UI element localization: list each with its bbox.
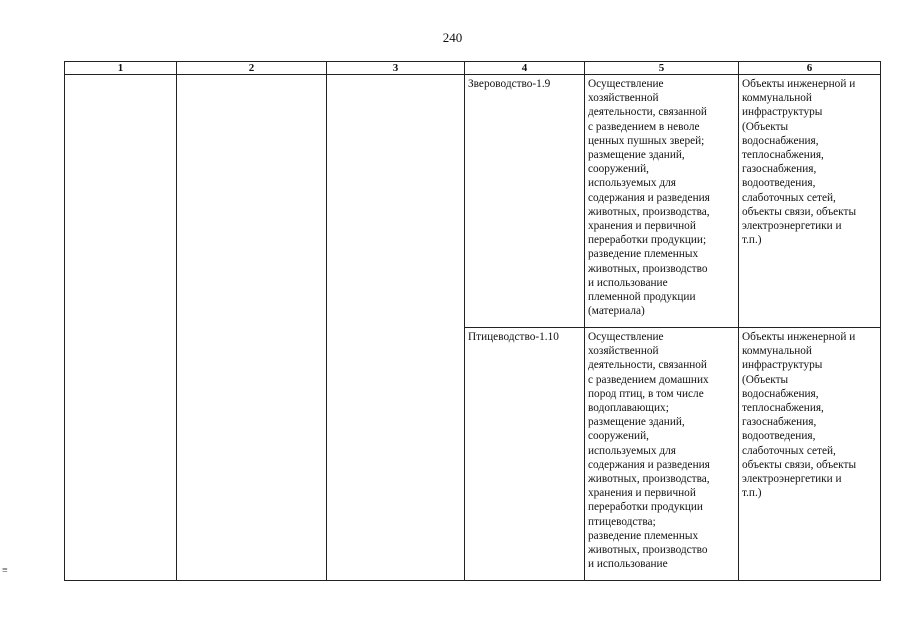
column-header-2: 2	[177, 62, 327, 75]
page-number: 240	[442, 30, 463, 45]
column-header-5: 5	[585, 62, 739, 75]
land-use-name-cell: Птицеводство-1.10	[465, 328, 585, 581]
column-header-6: 6	[739, 62, 881, 75]
table-header-row	[65, 62, 881, 75]
empty-cell-col-1	[65, 75, 177, 581]
empty-cell-col-3	[327, 75, 465, 581]
permitted-objects-cell: Объекты инженерной и коммунальной инфраструктуры (Объекты водоснабжения, теплоснабжения, газоснабжения, водоотведения, слаботочных сетей, объекты связи, объекты электроэнергетики и т.п.)	[739, 75, 881, 328]
column-header-4: 4	[465, 62, 585, 75]
zoning-table	[64, 61, 881, 581]
land-use-description-cell: Осуществление хозяйственной деятельности, связанной с разведением в неволе ценных пушных зверей; размещение зданий, сооружений, используемых для содержания и разведения животных, производства, хранения и первичной переработки продукции; разведение племенных животных, производство и использование племенной продукции (материала)	[585, 75, 739, 328]
margin-mark: ≡	[2, 565, 8, 576]
column-header-3: 3	[327, 62, 465, 75]
permitted-objects-cell: Объекты инженерной и коммунальной инфраструктуры (Объекты водоснабжения, теплоснабжения, газоснабжения, водоотведения, слаботочных сетей, объекты связи, объекты электроэнергетики и т.п.)	[739, 328, 881, 581]
land-use-description-cell: Осуществление хозяйственной деятельности, связанной с разведением домашних пород птиц, в том числе водоплавающих; размещение зданий, сооружений, используемых для содержания и разведения животных, производства, хранения и первичной переработки продукции птицеводства; разведение племенных животных, производство и использование	[585, 328, 739, 581]
empty-cell-col-2	[177, 75, 327, 581]
land-use-name-cell: Звероводство-1.9	[465, 75, 585, 328]
column-header-1: 1	[65, 62, 177, 75]
table-row	[65, 75, 881, 328]
